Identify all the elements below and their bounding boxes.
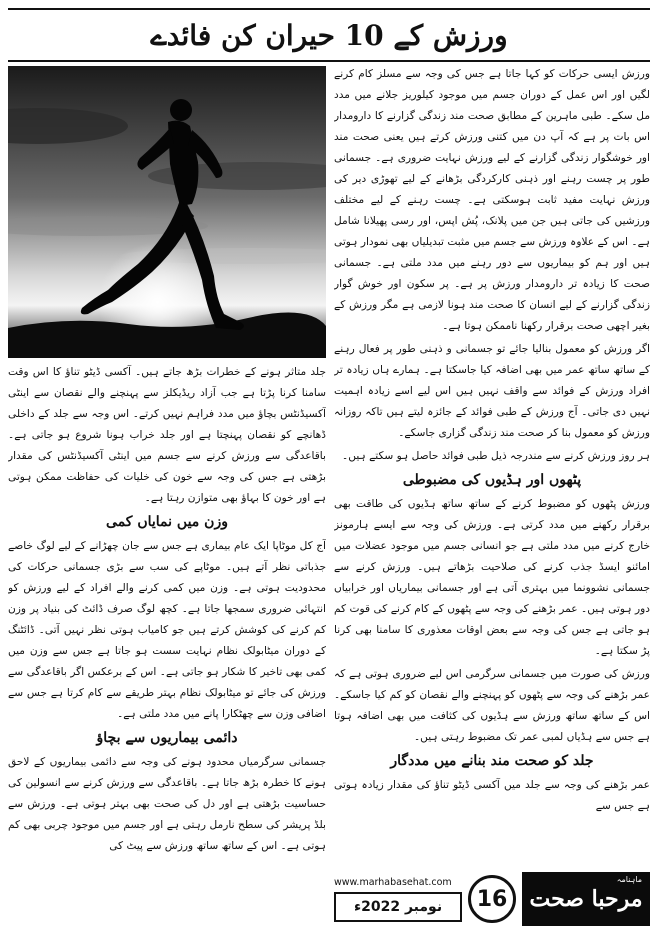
runner-silhouette-photo xyxy=(8,66,326,358)
paragraph: اگر ورزش کو معمول بنالیا جائے تو جسمانی و ذہنی طور پر فعال رہنے کے ساتھ ساتھ عمر میں بھی اضافہ کیا جاسکتا ہے۔ ہمارے ہاں زیادہ تر افراد ورزش کے فوائد سے واقف نہیں ہیں اس لیے اسے زیادہ اہمیت نہیں دی جاتی۔ آج ورزش کے طبی فوائد کے جائزہ لیتے ہیں تاکہ روزانہ ورزش کو معمول بنا کر صحت مند زندگی گزاری جاسکے۔ xyxy=(334,343,650,439)
title-bar xyxy=(8,8,650,62)
paragraph: جلد متاثر ہونے کے خطرات بڑھ جاتے ہیں۔ آکسی ڈیٹو تناؤ کا اس وقت سامنا کرنا پڑتا ہے جب آزاد ریڈیکلز سے پہنچنے والے نقصان سے اینٹی آکسیڈنٹس بچاؤ میں مدد فراہم نہیں کرتے۔ اس وجہ سے جلد کے داخلی ڈھانچے کو نقصان پہنچتا ہے اور جلد خراب ہونا شروع ہو جاتی ہے۔ باقاعدگی سے ورزش کرنے سے جسم میں اینٹی آکسیڈنٹس کی مقدار بڑھتی ہے جس کی وجہ سے خون کی خلیات کی حفاظت ممکن ہوتی ہے اور خون کا بہاؤ بھی متوازن رہتا ہے۔ xyxy=(8,366,326,504)
section-heading-muscles-bones: پٹھوں اور ہڈیوں کی مضبوطی xyxy=(402,472,582,488)
magazine-logo xyxy=(522,872,650,926)
paragraph: ورزش پٹھوں کو مضبوط کرنے کے ساتھ ساتھ ہڈیوں کی طاقت بھی برقرار رکھنے میں مدد کرتی ہے۔ ورزش کی وجہ سے ایسے ہارمونز خارج کرنے میں مدد ملتی ہے جو انسانی جسم میں موجود عضلات میں امائنو ایسڈ جذب کرنے کی صلاحیت بڑھاتے ہیں۔ ورزش کرنے سے جسمانی نشوونما میں بہتری آتی ہے اور جسمانی بیماریاں اور خرابیاں دور ہوتی ہیں۔ عمر بڑھنے کی وجہ سے پٹھوں کے کام کرنے کی قوت کم ہو جاتی ہے جس کی وجہ سے بعض اوقات معذوری کا سامنا بھی کرنا پڑ سکتا ہے۔ xyxy=(334,498,650,657)
section-heading-weight-loss: وزن میں نمایاں کمی xyxy=(106,514,228,530)
runner-photo-graphic xyxy=(8,66,326,358)
paragraph: ہر روز ورزش کرنے سے مندرجہ ذیل طبی فوائد حاصل ہو سکتے ہیں۔ xyxy=(342,450,650,462)
article-column-left xyxy=(8,362,326,928)
page-footer xyxy=(334,870,650,928)
section-heading-chronic-disease: دائمی بیماریوں سے بچاؤ xyxy=(96,730,238,746)
issue-date: نومبر 2022ء xyxy=(334,892,462,922)
website-link[interactable]: www.marhabasehat.com xyxy=(334,876,452,888)
paragraph: جسمانی سرگرمیاں محدود ہونے کی وجہ سے دائمی بیماریوں کے لاحق ہونے کا خطرہ بڑھ جاتا ہے۔ باقاعدگی سے ورزش کرنے سے انسولین کی حساسیت بڑھتی ہے اور دل کی صحت بھی بہتر ہوتی ہے۔ ورزش سے بلڈ پریشر کی سطح نارمل رہتی ہے اور جسم میں موجود چربی بھی کم ہوتی ہے۔ اس کے ساتھ ساتھ ورزش سے پیٹ کی xyxy=(8,756,326,852)
paragraph: ورزش کی صورت میں جسمانی سرگرمی اس لیے ضروری ہوتی ہے کہ عمر بڑھنے کی وجہ سے پٹھوں کو پہنچنے والے نقصان کو کم کیا جاسکے۔ اس کے ساتھ ساتھ ورزش سے ہڈیوں کی کثافت میں بھی اضافہ ہوتا ہے جس سے ہڈیاں لمبی عمر تک مضبوط رہتی ہیں۔ xyxy=(334,668,650,743)
page-number: 16 xyxy=(468,875,516,923)
magazine-name: مرحبا صحت xyxy=(529,886,643,912)
issue-box xyxy=(334,877,462,922)
paragraph: ورزش ایسی حرکات کو کہا جاتا ہے جس کی وجہ سے مسلز کام کرنے لگیں اور اس عمل کے دوران جسم میں موجود کیلوریز جلانے میں مدد مل سکے۔ طبی ماہرین کے مطابق صحت مند زندگی گزارنے کا دارومدار اس بات پر ہے کہ آپ دن میں کتنی ورزش کرتے ہیں یعنی صحت مند اور خوشگوار زندگی گزارنے کے لیے ورزش نہایت ضروری ہے۔ جسمانی طور پر چست رہنے اور ذہنی کارکردگی بڑھانے کے لیے تھوڑی دیر کی ورزش نہایت مفید ثابت ہوسکتی ہے۔ چست رہنے کے لیے مختلف ورزشیں کی جاتی ہیں جن میں پلانک، پُش اپس، اور رسی پھیلانا شامل ہے۔ اس کے علاوہ ورزش سے جسم میں مثبت تبدیلیاں بھی نمودار ہوتی ہیں اور ہم کو بیماریوں سے دور رہنے میں مدد ملتی ہے۔ جسمانی صحت کا زیادہ تر دارومدار ورزش پر ہے۔ پر سکون اور خوش گوار زندگی گزارنے کے لیے انسان کا صحت مند ہونا لازمی ہے مگر ورزش کے بغیر اچھی صحت برقرار رکھنا ناممکن ہوتا ہے۔ xyxy=(334,68,650,332)
paragraph: آج کل موٹاپا ایک عام بیماری ہے جس سے جان چھڑانے کے لیے لوگ خاصے جذباتی نظر آتے ہیں۔ موٹاپے کی سب سے بڑی جسمانی حرکات کی محدودیت ہوتی ہے۔ وزن میں کمی کرنے والے افراد کے لیے ورزش کو انتہائی ضروری سمجھا جاتا ہے۔ کچھ لوگ صرف ڈائٹ کی بنیاد پر وزن کم کرنے کی کوشش کرتے ہیں جو کامیاب ہوتی نظر نہیں آتی۔ ڈائٹنگ کے دوران میٹابولک نظام نہایت سست ہو جاتا ہے جس سے وزن میں کمی بھی تاخیر کا شکار ہو جاتی ہے۔ اس کے برعکس اگر باقاعدگی سے ورزش کی جائے تو میٹابولک نظام بہتر طریقے سے کام کرتا ہے جس سے اضافی وزن سے چھٹکارا پانے میں مدد ملتی ہے۔ xyxy=(8,540,326,720)
section-heading-healthy-skin: جلد کو صحت مند بنانے میں مددگار xyxy=(390,753,594,769)
article-title: ورزش کے 10 حیران کن فائدے xyxy=(150,18,508,52)
article-column-right xyxy=(334,64,650,868)
paragraph: عمر بڑھنے کی وجہ سے جلد میں آکسی ڈیٹو تناؤ کی مقدار زیادہ ہوتی ہے جس سے xyxy=(334,779,650,812)
magazine-label: ماہنامہ xyxy=(616,875,642,884)
